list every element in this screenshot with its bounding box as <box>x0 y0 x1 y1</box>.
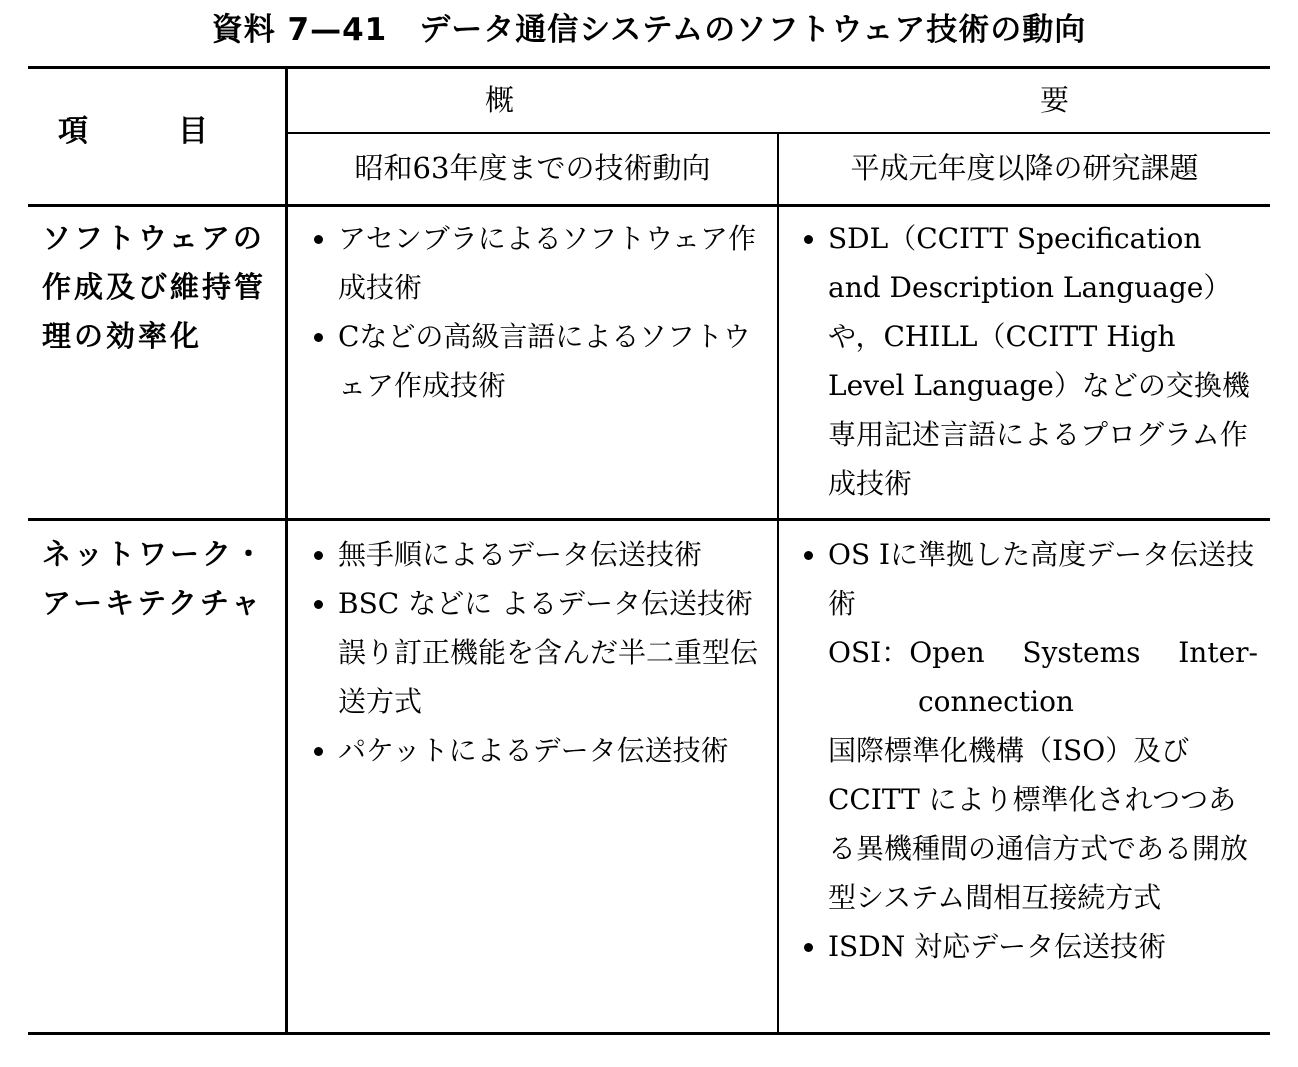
column-divider-overview <box>777 133 779 1035</box>
table-cell-past <box>310 214 762 410</box>
list-item: BSC などに よるデータ伝送技術 <box>310 579 762 628</box>
column-header-item: 項 目 <box>58 114 208 149</box>
column-divider-item <box>285 66 288 1035</box>
list-item: アセンブラによるソフトウェア作成技術 <box>310 214 762 312</box>
table-bottom-rule <box>28 1032 1270 1035</box>
osi-term: OSI： <box>828 636 910 669</box>
column-header-past-trends: 昭和63年度までの技術動向 <box>354 151 711 185</box>
column-header-future-topics: 平成元年度以降の研究課題 <box>850 151 1199 185</box>
transmission-method-note: 誤り訂正機能を含んだ半二重型伝送方式 <box>338 636 759 718</box>
list-item: OS Iに準拠した高度データ伝送技術 <box>800 530 1258 628</box>
page-title: 資料 7—41 データ通信システムのソフトウェア技術の動向 <box>211 12 1087 48</box>
osi-explanation: 国際標準化機構（ISO）及びCCITT により標準化されつつある異機種間の通信方式である開放型システム間相互接続方式 <box>828 734 1249 914</box>
column-header-overview-right: 要 <box>1040 83 1070 117</box>
list-item: Cなどの高級言語によるソフトウェア作成技術 <box>310 312 762 410</box>
list-item: 無手順によるデータ伝送技術 <box>310 530 762 579</box>
osi-definition <box>800 628 1258 677</box>
table-cell-future <box>800 530 1258 971</box>
table-row-item: ソフトウェアの作成及び維持管理の効率化 <box>42 221 267 353</box>
list-item: パケットによるデータ伝送技術 <box>310 726 762 775</box>
osi-description-cont: connection <box>918 685 1074 718</box>
header-bottom-rule <box>28 204 1270 207</box>
column-header-overview-left: 概 <box>485 83 515 117</box>
table-row-item: ネットワーク・アーキテクチャ <box>42 537 267 620</box>
list-item: ISDN 対応データ伝送技術 <box>800 922 1258 971</box>
list-item: SDL（CCITT Specification and Description Language）や，CHILL（CCITT High Level Language）などの交換機専用記述言語によるプログラム作成技術 <box>800 214 1258 508</box>
row-divider-rule <box>28 518 1270 521</box>
table-cell-past <box>310 530 762 775</box>
osi-description: Open Systems Inter- <box>909 636 1258 669</box>
table-top-rule <box>28 66 1270 69</box>
table-cell-future <box>800 214 1258 508</box>
